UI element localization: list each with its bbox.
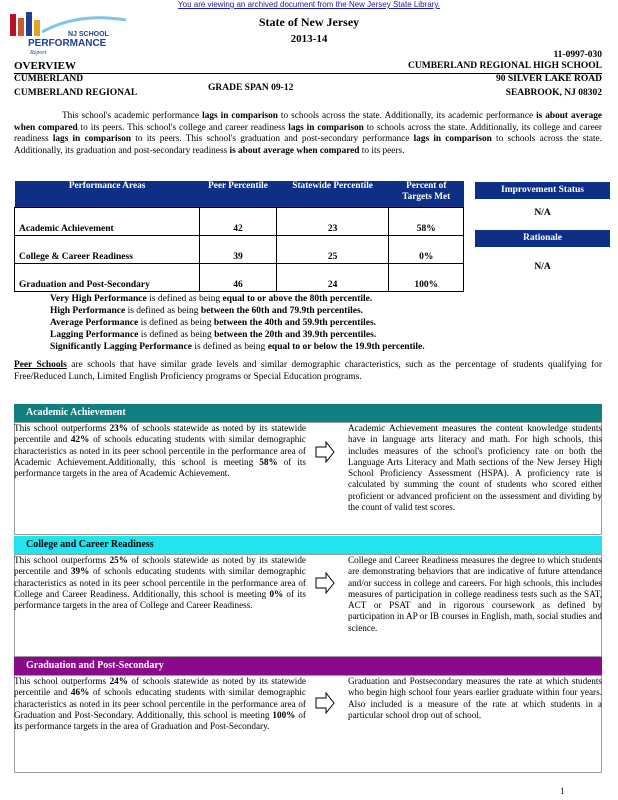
section-description: College and Career Readiness measures the degree to which students are demonstrating behaviors that are indicative of future attendance and/or success in college and careers. For high schools, this includes measures of participation in college readiness tests such as the SAT, ACT or PSAT and in rigorous coursework as defined by participation in AP or IB courses in English, math, social studies and science. xyxy=(348,555,602,633)
text-run: to its peers. This school's graduation and post-secondary performance xyxy=(131,134,414,145)
row-targets: 100% xyxy=(389,264,464,292)
text-run: Average Performance xyxy=(50,318,139,328)
section-description: Graduation and Postsecondary measures the rate at which students who begin high school four years earlier graduate within four years. Also included is a measure of the rate at which students in a particular school drop out of school. xyxy=(348,676,602,720)
text-run: 46% xyxy=(70,687,90,698)
text-run: is defined as being xyxy=(138,330,215,340)
col-header-peer: Peer Percentile xyxy=(200,181,277,208)
text-run: equal to or below the 19.9th percentile. xyxy=(267,342,425,352)
text-run: This school's academic performance xyxy=(62,111,203,121)
table-header-row xyxy=(15,181,464,208)
row-statewide: 23 xyxy=(276,208,389,236)
page-title: State of New Jersey xyxy=(258,15,360,29)
rationale-value: N/A xyxy=(534,262,551,272)
row-peer: 46 xyxy=(200,264,277,292)
logo-line3: Report xyxy=(30,50,47,56)
text-run: 100% xyxy=(272,709,296,720)
district-name: CUMBERLAND REGIONAL xyxy=(14,88,138,98)
logo-line2: PERFORMANCE xyxy=(28,38,107,49)
row-targets: 0% xyxy=(389,236,464,264)
school-name: CUMBERLAND REGIONAL HIGH SCHOOL xyxy=(408,61,602,71)
text-run: Peer Schools xyxy=(14,360,67,370)
page-number: 1 xyxy=(560,786,565,796)
row-area: Academic Achievement xyxy=(15,208,200,236)
text-run: of schools educating students with similar demographic characteristics as noted in its peer school percentile in the performance area of Graduation and Post-Secondary. Additionally, this school is meeting xyxy=(14,687,307,720)
school-year: 2013-14 xyxy=(290,33,328,45)
text-run: is defined as being xyxy=(125,306,201,316)
table-row xyxy=(15,264,464,292)
section-title-bar: College and Career Readiness xyxy=(14,536,602,554)
school-code: 11-0997-030 xyxy=(553,50,602,60)
row-peer: 42 xyxy=(200,208,277,236)
text-run: This school outperforms xyxy=(14,555,110,565)
text-run: lags in comparison xyxy=(413,134,492,145)
text-run: are schools that have similar grade levels and similar demographic characteristics, such as the percentage of students qualifying for Free/Reduced Lunch, Limited English Proficiency programs or Special Education programs. xyxy=(14,360,602,382)
text-run: is about average when compared xyxy=(229,145,360,156)
definition-line xyxy=(50,329,425,341)
text-run: This school outperforms xyxy=(14,676,110,686)
text-run: of schools statewide as noted by its statewide percentile and xyxy=(14,555,306,577)
text-run: of schools educating students with similar demographic characteristics as noted in its peer school percentile in the performance area of Academic Achievement.Additionally, this school is meeting xyxy=(14,434,307,467)
text-run: lags in comparison xyxy=(52,134,132,145)
definition-line xyxy=(50,305,425,317)
text-run: 58% xyxy=(259,456,278,467)
section-summary xyxy=(14,555,306,611)
col-header-statewide: Statewide Percentile xyxy=(276,181,389,208)
text-run: 42% xyxy=(70,434,90,445)
row-area: Graduation and Post-Secondary xyxy=(15,264,200,292)
school-address-street: 90 SILVER LAKE ROAD xyxy=(495,74,602,84)
row-targets: 58% xyxy=(389,208,464,236)
text-run: 25% xyxy=(109,555,128,565)
text-run: High Performance xyxy=(50,306,126,316)
text-run: 23% xyxy=(109,423,128,433)
text-run: of its performance targets in the area of College and Career Readiness. xyxy=(14,588,306,611)
definition-line xyxy=(50,341,425,353)
text-run: lags in comparison xyxy=(288,122,364,133)
rationale-header: Rationale xyxy=(475,230,610,247)
row-area: College & Career Readiness xyxy=(15,236,200,264)
text-run: is defined as being xyxy=(138,318,214,328)
row-peer: 39 xyxy=(200,236,277,264)
text-run: of its performance targets in the area of Graduation and Post-Secondary. xyxy=(14,709,306,732)
text-run: lags in comparison xyxy=(202,111,278,121)
text-run: This school outperforms xyxy=(14,423,110,433)
performance-definitions xyxy=(50,293,425,353)
arrow-right-icon xyxy=(315,692,335,714)
school-address-city: SEABROOK, NJ 08302 xyxy=(505,88,602,98)
text-run: is defined as being xyxy=(146,294,223,304)
text-run: is about average when compared xyxy=(14,111,602,133)
county-name: CUMBERLAND xyxy=(14,74,84,84)
performance-table xyxy=(14,181,464,292)
intro-paragraph xyxy=(14,111,602,157)
archive-banner-link[interactable]: You are viewing an archived document from the New Jersey State Library. xyxy=(178,0,440,9)
improvement-status-header: Improvement Status xyxy=(475,182,610,199)
table-row xyxy=(15,208,464,236)
text-run: to schools across the state. Additionally, its college and career readiness xyxy=(14,122,602,145)
text-run: is defined as being xyxy=(191,342,268,352)
text-run: of its performance targets in the area of Academic Achievement. xyxy=(14,456,306,479)
row-statewide: 24 xyxy=(276,264,389,292)
grade-span: GRADE SPAN 09-12 xyxy=(208,83,294,93)
text-run: to schools across the state. Additionally, its graduation and post-secondary readiness xyxy=(14,134,602,156)
text-run: to its peers. This school's college and career readiness xyxy=(77,122,289,133)
text-run: 24% xyxy=(109,676,128,686)
table-row xyxy=(15,236,464,264)
text-run: Lagging Performance xyxy=(50,330,139,340)
text-run: 0% xyxy=(269,588,284,599)
text-run: equal to or above the 80th percentile. xyxy=(222,294,373,304)
text-run: of schools statewide as noted by its statewide percentile and xyxy=(14,423,306,445)
arrow-right-icon xyxy=(315,441,335,463)
section-description: Academic Achievement measures the content knowledge students have in language arts literacy and math. For high schools, this includes measures of the school's proficiency rate on both the Language Arts Literacy and Math sections of the New Jersey High School Proficiency Assessment (HSPA). A proficiency rate is calculated by summing the count of students who scored either proficient or advanced proficient on the assessment and dividing by the count of valid test scores. xyxy=(348,423,602,513)
definition-line xyxy=(50,317,425,329)
section-overview: OVERVIEW xyxy=(14,60,76,72)
section-title-bar: Graduation and Post-Secondary xyxy=(14,657,602,675)
section-summary xyxy=(14,423,306,479)
col-header-targets: Percent of Targets Met xyxy=(389,181,464,208)
peer-schools-note xyxy=(14,360,602,383)
section-title-bar: Academic Achievement xyxy=(14,404,602,422)
row-statewide: 25 xyxy=(276,236,389,264)
text-run: 39% xyxy=(70,566,90,577)
text-run: to its peers. xyxy=(359,145,405,156)
text-run: between the 60th and 79.9th percentiles. xyxy=(200,306,364,316)
text-run: between the 20th and 39.9th percentiles. xyxy=(214,330,377,340)
section-summary xyxy=(14,676,306,732)
text-run: between the 40th and 59.9th percentiles. xyxy=(213,318,377,328)
logo-line1: NJ SCHOOL xyxy=(68,31,109,38)
col-header-area: Performance Areas xyxy=(15,181,200,208)
text-run: Significantly Lagging Performance xyxy=(50,342,192,352)
improvement-status-value: N/A xyxy=(534,208,551,218)
definition-line xyxy=(50,293,425,305)
text-run: of schools statewide as noted by its statewide percentile and xyxy=(14,676,306,698)
text-run: to schools across the state. Additionally, its academic performance xyxy=(277,111,537,121)
text-run: Very High Performance xyxy=(50,294,147,304)
arrow-right-icon xyxy=(315,572,335,594)
text-run: of schools educating students with similar demographic characteristics as noted in its peer school percentile in the performance area of College and Career Readiness. Additionally, this school is meeting xyxy=(14,566,307,599)
